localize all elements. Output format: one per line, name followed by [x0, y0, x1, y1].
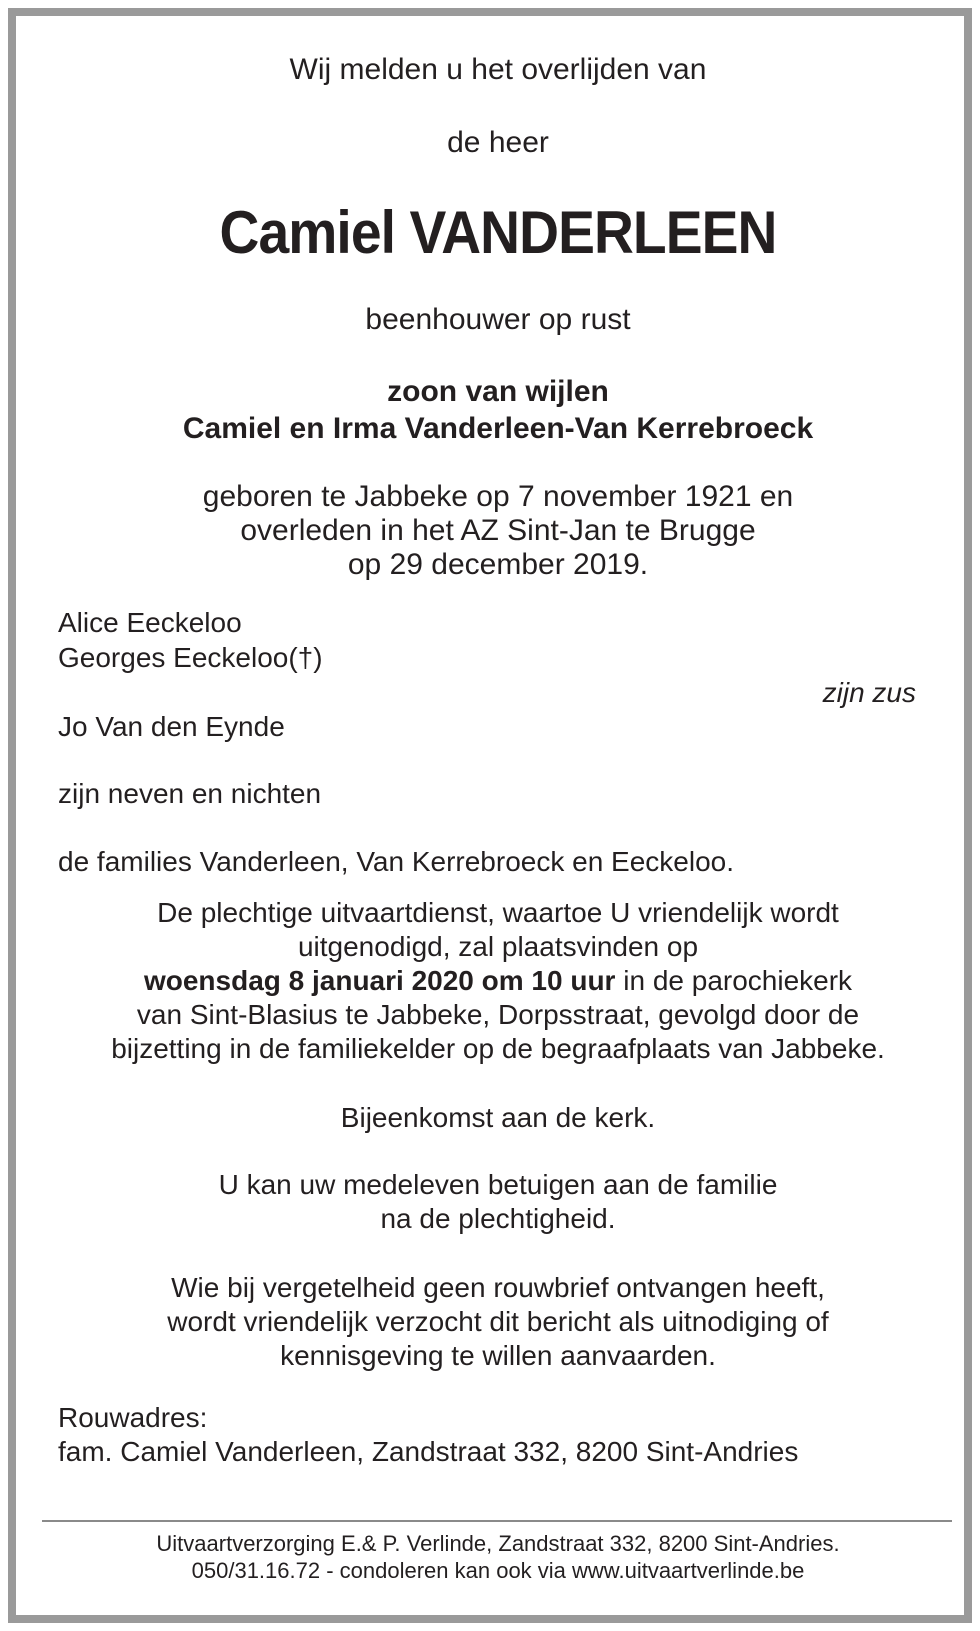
service-line-1: De plechtige uitvaartdienst, waartoe U vriendelijk wordt [157, 897, 839, 928]
sister-name: Alice Eeckeloo [58, 607, 242, 638]
service-line-5: bijzetting in de familiekelder op de begraafplaats van Jabbeke. [111, 1033, 885, 1064]
service-line-4: van Sint-Blasius te Jabbeke, Dorpsstraat, gevolgd door de [136, 999, 860, 1030]
title-prefix: de heer [447, 126, 549, 159]
birth-line: geboren te Jabbeke op 7 november 1921 en [202, 480, 794, 513]
service-location: in de parochiekerk [615, 965, 853, 996]
address-label: Rouwadres: [58, 1402, 208, 1433]
service-date: woensdag 8 januari 2020 om 10 uur [143, 965, 616, 996]
service-line-3 [16, 964, 980, 998]
parents-line-2: Camiel en Irma Vanderleen-Van Kerrebroeck [182, 412, 814, 445]
intro-text: Wij melden u het overlijden van [289, 53, 707, 86]
sister-relation: zijn zus [822, 677, 916, 708]
address-value: fam. Camiel Vanderleen, Zandstraat 332, 8200 Sint-Andries [58, 1436, 799, 1467]
notice-line-2: wordt vriendelijk verzocht dit bericht als uitnodiging of [167, 1306, 829, 1337]
death-date-line: op 29 december 2019. [347, 548, 649, 581]
footer-line-1: Uitvaartverzorging E.& P. Verlinde, Zandstraat 332, 8200 Sint-Andries. [156, 1531, 840, 1556]
families-line: de families Vanderleen, Van Kerrebroeck en Eeckeloo. [58, 846, 735, 877]
deceased-name: Camiel VANDERLEEN [219, 199, 777, 266]
notice-line-3: kennisgeving te willen aanvaarden. [280, 1340, 716, 1371]
notice-line-1: Wie bij vergetelheid geen rouwbrief ontvangen heeft, [171, 1272, 825, 1303]
condolence-line-1: U kan uw medeleven betuigen aan de familie [218, 1169, 778, 1200]
death-notice [8, 8, 972, 1623]
condolence-line-2: na de plechtigheid. [380, 1203, 616, 1234]
other-mourner: Jo Van den Eynde [58, 711, 285, 742]
service-line-2: uitgenodigd, zal plaatsvinden op [297, 931, 699, 962]
sister-spouse-name: Georges Eeckeloo(†) [58, 642, 323, 673]
parents-line-1: zoon van wijlen [387, 375, 609, 408]
gathering-text: Bijeenkomst aan de kerk. [340, 1102, 656, 1133]
cousins-line: zijn neven en nichten [58, 778, 322, 809]
death-line: overleden in het AZ Sint-Jan te Brugge [240, 514, 756, 547]
footer-divider [42, 1520, 952, 1522]
footer-line-2: 050/31.16.72 - condoleren kan ook via www.uitvaartverlinde.be [191, 1558, 805, 1583]
occupation: beenhouwer op rust [365, 303, 631, 336]
